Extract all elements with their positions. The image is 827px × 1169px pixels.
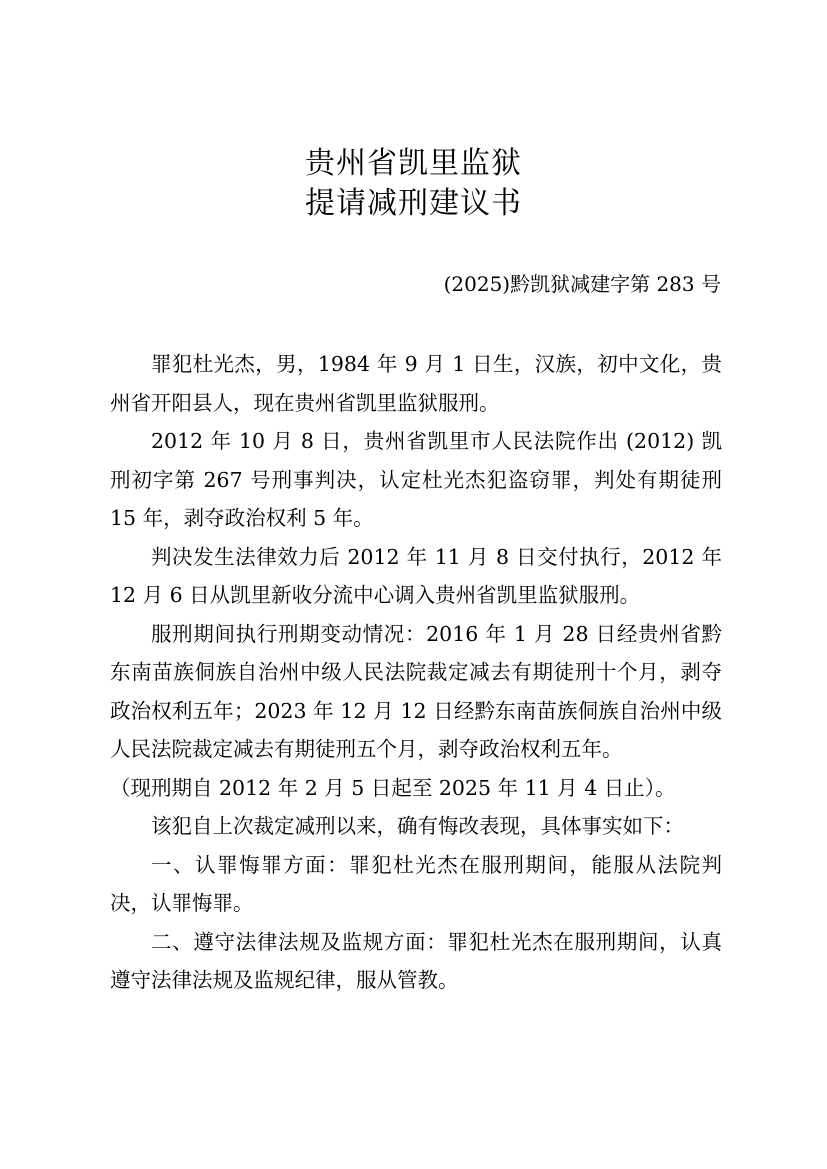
paragraph-criminal-info: 罪犯杜光杰，男，1984 年 9 月 1 日生，汉族，初中文化，贵州省开阳县人，现在贵州省凯里监狱服刑。: [110, 352, 722, 415]
paragraph-original-judgment: 2012 年 10 月 8 日，贵州省凯里市人民法院作出 (2012) 凯刑初字第 267 号刑事判决，认定杜光杰犯盗窃罪，判处有期徒刑 15 年，剥夺政治权利 5 年。: [110, 429, 722, 530]
document-title-line-2: 提请减刑建议书: [305, 186, 522, 221]
paragraph-execution: 判决发生法律效力后 2012 年 11 月 8 日交付执行，2012 年 12 月 6 日从凯里新收分流中心调入贵州省凯里监狱服刑。: [110, 544, 722, 607]
paragraph-sentence-changes: 服刑期间执行刑期变动情况：2016 年 1 月 28 日经贵州省黔东南苗族侗族自治州中级人民法院裁定减去有期徒刑十个月，剥夺政治权利五年；2023 年 12 月 12 日经黔东南苗族侗族自治州中级人民法院裁定减去有期徒刑五个月，剥夺政治权利五年。: [110, 621, 722, 761]
document-number: (2025)黔凯狱减建字第 283 号: [443, 272, 721, 296]
document-title-line-1: 贵州省凯里监狱: [305, 146, 522, 181]
paragraph-remorse-intro: 该犯自上次裁定减刑以来，确有悔改表现，具体事实如下：: [151, 814, 684, 838]
paragraph-obey-rules: 二、遵守法律法规及监规方面：罪犯杜光杰在服刑期间，认真遵守法律法规及监规纪律，服从管教。: [110, 929, 722, 992]
document-body: [110, 345, 722, 1000]
paragraph-admit-guilt: 一、认罪悔罪方面：罪犯杜光杰在服刑期间，能服从法院判决，认罪悔罪。: [110, 852, 722, 915]
paragraph-current-term: （现刑期自 2012 年 2 月 5 日起至 2025 年 11 月 4 日止）。: [110, 775, 676, 800]
